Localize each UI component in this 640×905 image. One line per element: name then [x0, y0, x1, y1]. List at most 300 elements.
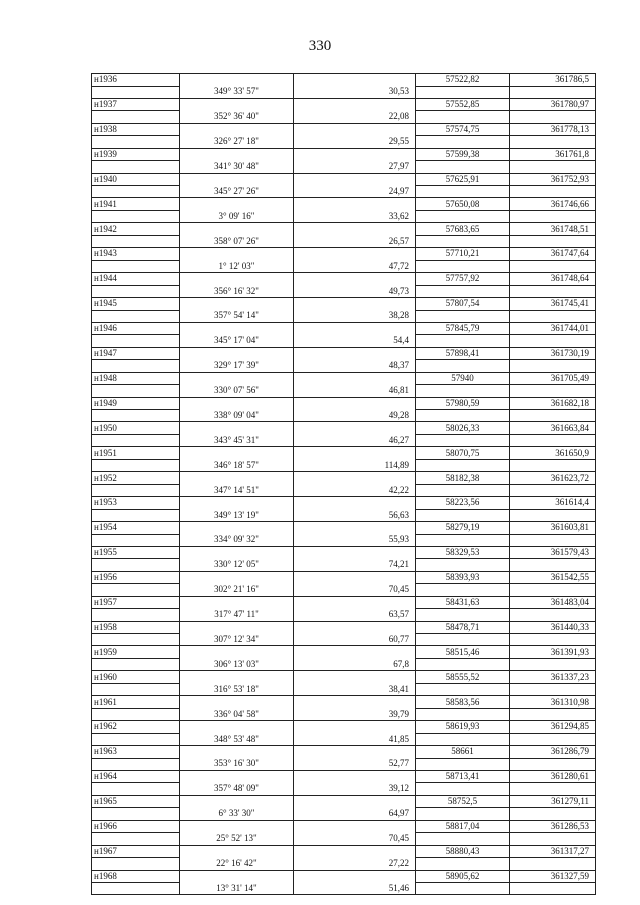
empty-cell	[510, 509, 596, 521]
point-name: н1967	[92, 845, 180, 858]
point-name: н1942	[92, 223, 180, 236]
empty-cell	[416, 385, 510, 397]
coordinate-x: 58026,33	[416, 422, 510, 435]
table-row	[92, 845, 596, 858]
empty-cell	[92, 385, 180, 397]
empty-cell	[92, 559, 180, 571]
coordinate-x: 58752,5	[416, 795, 510, 808]
empty-cell	[416, 683, 510, 695]
direction-angle: 307° 12' 34"	[180, 634, 294, 646]
segment-length: 27,97	[294, 161, 416, 173]
coordinate-y: 361603,81	[510, 522, 596, 535]
direction-angle: 353° 16' 30"	[180, 758, 294, 770]
empty-cell	[416, 559, 510, 571]
coordinate-x: 58182,38	[416, 472, 510, 485]
table-row	[92, 260, 596, 272]
table-row	[92, 634, 596, 646]
segment-length: 52,77	[294, 758, 416, 770]
empty-cell	[416, 459, 510, 471]
table-row	[92, 360, 596, 372]
direction-angle: 330° 12' 05"	[180, 559, 294, 571]
table-row	[92, 584, 596, 596]
coordinate-y: 361778,13	[510, 123, 596, 136]
empty-cell	[510, 410, 596, 422]
point-name: н1937	[92, 98, 180, 111]
table-row	[92, 322, 596, 335]
table-row	[92, 746, 596, 759]
empty-cell	[294, 497, 416, 510]
coordinate-y: 361780,97	[510, 98, 596, 111]
empty-cell	[510, 609, 596, 621]
segment-length: 48,37	[294, 360, 416, 372]
table-row	[92, 808, 596, 820]
empty-cell	[416, 808, 510, 820]
direction-angle: 356° 16' 32"	[180, 285, 294, 297]
point-name: н1955	[92, 546, 180, 559]
empty-cell	[510, 758, 596, 770]
point-name: н1948	[92, 372, 180, 385]
point-name: н1936	[92, 74, 180, 87]
coordinate-x: 57683,65	[416, 223, 510, 236]
segment-length: 39,12	[294, 783, 416, 795]
empty-cell	[416, 111, 510, 123]
coordinate-x: 58713,41	[416, 770, 510, 783]
empty-cell	[416, 410, 510, 422]
empty-cell	[416, 310, 510, 322]
coordinate-x: 58070,75	[416, 447, 510, 460]
coordinate-y: 361744,01	[510, 322, 596, 335]
empty-cell	[416, 235, 510, 247]
coordinate-x: 58393,93	[416, 571, 510, 584]
direction-angle: 349° 13' 19"	[180, 509, 294, 521]
empty-cell	[180, 696, 294, 709]
coordinate-x: 57650,08	[416, 198, 510, 211]
empty-cell	[510, 235, 596, 247]
empty-cell	[294, 98, 416, 111]
empty-cell	[416, 434, 510, 446]
segment-length: 54,4	[294, 335, 416, 347]
point-name: н1959	[92, 646, 180, 659]
coordinate-y: 361542,55	[510, 571, 596, 584]
table-row	[92, 273, 596, 286]
empty-cell	[180, 795, 294, 808]
segment-length: 55,93	[294, 534, 416, 546]
empty-cell	[180, 770, 294, 783]
empty-cell	[416, 186, 510, 198]
table-row	[92, 86, 596, 98]
empty-cell	[180, 298, 294, 311]
empty-cell	[416, 634, 510, 646]
empty-cell	[416, 161, 510, 173]
table-row	[92, 609, 596, 621]
table-row	[92, 546, 596, 559]
empty-cell	[180, 820, 294, 833]
segment-length: 39,79	[294, 708, 416, 720]
empty-cell	[510, 833, 596, 845]
empty-cell	[180, 472, 294, 485]
coordinate-y: 361317,27	[510, 845, 596, 858]
empty-cell	[294, 397, 416, 410]
segment-length: 64,97	[294, 808, 416, 820]
empty-cell	[510, 733, 596, 745]
segment-length: 67,8	[294, 658, 416, 670]
table-row	[92, 210, 596, 222]
coordinate-x: 57845,79	[416, 322, 510, 335]
coordinate-y: 361761,8	[510, 148, 596, 161]
empty-cell	[92, 410, 180, 422]
empty-cell	[294, 148, 416, 161]
coordinate-y: 361746,66	[510, 198, 596, 211]
direction-angle: 1° 12' 03"	[180, 260, 294, 272]
segment-length: 56,63	[294, 509, 416, 521]
coordinate-y: 361294,85	[510, 721, 596, 734]
point-name: н1961	[92, 696, 180, 709]
table-row	[92, 173, 596, 186]
empty-cell	[92, 235, 180, 247]
direction-angle: 6° 33' 30"	[180, 808, 294, 820]
direction-angle: 352° 36' 40"	[180, 111, 294, 123]
empty-cell	[294, 671, 416, 684]
table-row	[92, 733, 596, 745]
coordinate-x: 57807,54	[416, 298, 510, 311]
coordinates-table	[91, 73, 596, 895]
coordinate-x: 58583,56	[416, 696, 510, 709]
empty-cell	[294, 721, 416, 734]
coordinate-x: 58905,62	[416, 870, 510, 883]
direction-angle: 3° 09' 16"	[180, 210, 294, 222]
point-name: н1960	[92, 671, 180, 684]
empty-cell	[416, 609, 510, 621]
point-name: н1952	[92, 472, 180, 485]
segment-length: 26,57	[294, 235, 416, 247]
empty-cell	[510, 111, 596, 123]
direction-angle: 345° 27' 26"	[180, 186, 294, 198]
direction-angle: 338° 09' 04"	[180, 410, 294, 422]
empty-cell	[180, 248, 294, 261]
empty-cell	[180, 596, 294, 609]
point-name: н1947	[92, 347, 180, 360]
table-row	[92, 186, 596, 198]
table-row	[92, 285, 596, 297]
empty-cell	[180, 123, 294, 136]
coordinate-y: 361748,51	[510, 223, 596, 236]
direction-angle: 357° 54' 14"	[180, 310, 294, 322]
empty-cell	[92, 758, 180, 770]
empty-cell	[180, 148, 294, 161]
empty-cell	[180, 671, 294, 684]
empty-cell	[180, 173, 294, 186]
coordinate-y: 361286,79	[510, 746, 596, 759]
empty-cell	[294, 795, 416, 808]
direction-angle: 358° 07' 26"	[180, 235, 294, 247]
segment-length: 42,22	[294, 484, 416, 496]
segment-length: 38,28	[294, 310, 416, 322]
direction-angle: 317° 47' 11"	[180, 609, 294, 621]
segment-length: 22,08	[294, 111, 416, 123]
direction-angle: 326° 27' 18"	[180, 136, 294, 148]
direction-angle: 330° 07' 56"	[180, 385, 294, 397]
empty-cell	[180, 522, 294, 535]
empty-cell	[92, 509, 180, 521]
table-row	[92, 509, 596, 521]
empty-cell	[92, 260, 180, 272]
table-row	[92, 858, 596, 870]
direction-angle: 13° 31' 14"	[180, 883, 294, 895]
empty-cell	[294, 198, 416, 211]
coordinate-y: 361752,93	[510, 173, 596, 186]
coordinate-y: 361614,4	[510, 497, 596, 510]
table-row	[92, 148, 596, 161]
empty-cell	[180, 621, 294, 634]
coordinate-y: 361483,04	[510, 596, 596, 609]
empty-cell	[416, 584, 510, 596]
empty-cell	[416, 210, 510, 222]
empty-cell	[510, 584, 596, 596]
point-name: н1939	[92, 148, 180, 161]
empty-cell	[294, 472, 416, 485]
direction-angle: 346° 18' 57"	[180, 459, 294, 471]
empty-cell	[416, 883, 510, 895]
empty-cell	[294, 845, 416, 858]
table-row	[92, 497, 596, 510]
point-name: н1957	[92, 596, 180, 609]
empty-cell	[180, 347, 294, 360]
empty-cell	[92, 335, 180, 347]
coordinate-y: 361310,98	[510, 696, 596, 709]
empty-cell	[294, 74, 416, 87]
coordinate-y: 361337,23	[510, 671, 596, 684]
empty-cell	[92, 609, 180, 621]
empty-cell	[180, 721, 294, 734]
point-name: н1958	[92, 621, 180, 634]
segment-length: 70,45	[294, 833, 416, 845]
empty-cell	[294, 173, 416, 186]
direction-angle: 22° 16' 42"	[180, 858, 294, 870]
empty-cell	[510, 708, 596, 720]
table-row	[92, 310, 596, 322]
empty-cell	[416, 733, 510, 745]
point-name: н1962	[92, 721, 180, 734]
table-row	[92, 372, 596, 385]
empty-cell	[510, 335, 596, 347]
empty-cell	[510, 559, 596, 571]
empty-cell	[416, 484, 510, 496]
empty-cell	[416, 360, 510, 372]
point-name: н1954	[92, 522, 180, 535]
empty-cell	[416, 758, 510, 770]
empty-cell	[92, 310, 180, 322]
empty-cell	[294, 746, 416, 759]
table-row	[92, 833, 596, 845]
empty-cell	[510, 683, 596, 695]
coordinate-y: 361650,9	[510, 447, 596, 460]
segment-length: 47,72	[294, 260, 416, 272]
empty-cell	[416, 658, 510, 670]
empty-cell	[510, 260, 596, 272]
empty-cell	[510, 883, 596, 895]
coordinate-x: 57574,75	[416, 123, 510, 136]
empty-cell	[416, 783, 510, 795]
coordinate-x: 58279,19	[416, 522, 510, 535]
direction-angle: 343° 45' 31"	[180, 434, 294, 446]
table-row	[92, 472, 596, 485]
empty-cell	[294, 522, 416, 535]
empty-cell	[510, 210, 596, 222]
direction-angle: 345° 17' 04"	[180, 335, 294, 347]
empty-cell	[92, 634, 180, 646]
coordinate-x: 58817,04	[416, 820, 510, 833]
empty-cell	[92, 683, 180, 695]
empty-cell	[180, 198, 294, 211]
empty-cell	[294, 273, 416, 286]
empty-cell	[294, 571, 416, 584]
coordinate-x: 58478,71	[416, 621, 510, 634]
point-name: н1940	[92, 173, 180, 186]
coordinate-x: 58555,52	[416, 671, 510, 684]
empty-cell	[92, 708, 180, 720]
coordinate-y: 361663,84	[510, 422, 596, 435]
table-row	[92, 721, 596, 734]
table-row	[92, 422, 596, 435]
empty-cell	[294, 372, 416, 385]
table-row	[92, 298, 596, 311]
empty-cell	[416, 86, 510, 98]
direction-angle: 348° 53' 48"	[180, 733, 294, 745]
table-row	[92, 161, 596, 173]
coordinate-y: 361279,11	[510, 795, 596, 808]
table-row	[92, 223, 596, 236]
coordinate-y: 361705,49	[510, 372, 596, 385]
segment-length: 33,62	[294, 210, 416, 222]
table-row	[92, 795, 596, 808]
coordinate-x: 58431,63	[416, 596, 510, 609]
empty-cell	[180, 422, 294, 435]
coordinate-x: 57980,59	[416, 397, 510, 410]
empty-cell	[92, 360, 180, 372]
segment-length: 30,53	[294, 86, 416, 98]
table-row	[92, 522, 596, 535]
empty-cell	[92, 534, 180, 546]
empty-cell	[180, 845, 294, 858]
empty-cell	[180, 497, 294, 510]
segment-length: 49,28	[294, 410, 416, 422]
empty-cell	[416, 858, 510, 870]
coordinate-x: 57625,91	[416, 173, 510, 186]
empty-cell	[510, 360, 596, 372]
coordinate-y: 361682,18	[510, 397, 596, 410]
empty-cell	[180, 646, 294, 659]
empty-cell	[510, 634, 596, 646]
empty-cell	[180, 223, 294, 236]
coordinate-x: 58329,53	[416, 546, 510, 559]
coordinate-x: 57710,21	[416, 248, 510, 261]
table-row	[92, 434, 596, 446]
coordinate-y: 361623,72	[510, 472, 596, 485]
empty-cell	[510, 434, 596, 446]
empty-cell	[294, 621, 416, 634]
table-row	[92, 646, 596, 659]
empty-cell	[510, 484, 596, 496]
empty-cell	[294, 447, 416, 460]
point-name: н1949	[92, 397, 180, 410]
empty-cell	[180, 546, 294, 559]
empty-cell	[180, 870, 294, 883]
point-name: н1944	[92, 273, 180, 286]
empty-cell	[92, 833, 180, 845]
empty-cell	[510, 783, 596, 795]
empty-cell	[416, 260, 510, 272]
table-row	[92, 335, 596, 347]
empty-cell	[92, 86, 180, 98]
point-name: н1964	[92, 770, 180, 783]
empty-cell	[180, 74, 294, 87]
empty-cell	[294, 422, 416, 435]
empty-cell	[294, 248, 416, 261]
segment-length: 24,97	[294, 186, 416, 198]
coordinate-x: 58661	[416, 746, 510, 759]
table-row	[92, 758, 596, 770]
table-row	[92, 770, 596, 783]
table-row	[92, 484, 596, 496]
table-row	[92, 347, 596, 360]
table-row	[92, 820, 596, 833]
empty-cell	[294, 646, 416, 659]
coordinate-y: 361748,64	[510, 273, 596, 286]
table-row	[92, 883, 596, 895]
empty-cell	[510, 858, 596, 870]
direction-angle: 357° 48' 09"	[180, 783, 294, 795]
point-name: н1946	[92, 322, 180, 335]
direction-angle: 349° 33' 57"	[180, 86, 294, 98]
point-name: н1956	[92, 571, 180, 584]
table-row	[92, 136, 596, 148]
table-row	[92, 696, 596, 709]
table-row	[92, 671, 596, 684]
empty-cell	[92, 161, 180, 173]
table-row	[92, 111, 596, 123]
coordinate-x: 57898,41	[416, 347, 510, 360]
table-row	[92, 74, 596, 87]
empty-cell	[510, 285, 596, 297]
coordinate-y: 361579,43	[510, 546, 596, 559]
point-name: н1968	[92, 870, 180, 883]
coordinate-x: 58223,56	[416, 497, 510, 510]
empty-cell	[294, 820, 416, 833]
empty-cell	[510, 186, 596, 198]
coordinate-x: 58880,43	[416, 845, 510, 858]
point-name: н1941	[92, 198, 180, 211]
coordinate-x: 57552,85	[416, 98, 510, 111]
point-name: н1953	[92, 497, 180, 510]
coordinate-y: 361786,5	[510, 74, 596, 87]
table-row	[92, 248, 596, 261]
coordinate-x: 57599,38	[416, 148, 510, 161]
empty-cell	[294, 596, 416, 609]
empty-cell	[416, 136, 510, 148]
table-row	[92, 596, 596, 609]
coordinate-y: 361440,33	[510, 621, 596, 634]
empty-cell	[92, 285, 180, 297]
table-row	[92, 385, 596, 397]
empty-cell	[180, 98, 294, 111]
empty-cell	[180, 397, 294, 410]
coordinate-y: 361745,41	[510, 298, 596, 311]
empty-cell	[92, 658, 180, 670]
segment-length: 49,73	[294, 285, 416, 297]
empty-cell	[294, 347, 416, 360]
point-name: н1963	[92, 746, 180, 759]
empty-cell	[180, 372, 294, 385]
